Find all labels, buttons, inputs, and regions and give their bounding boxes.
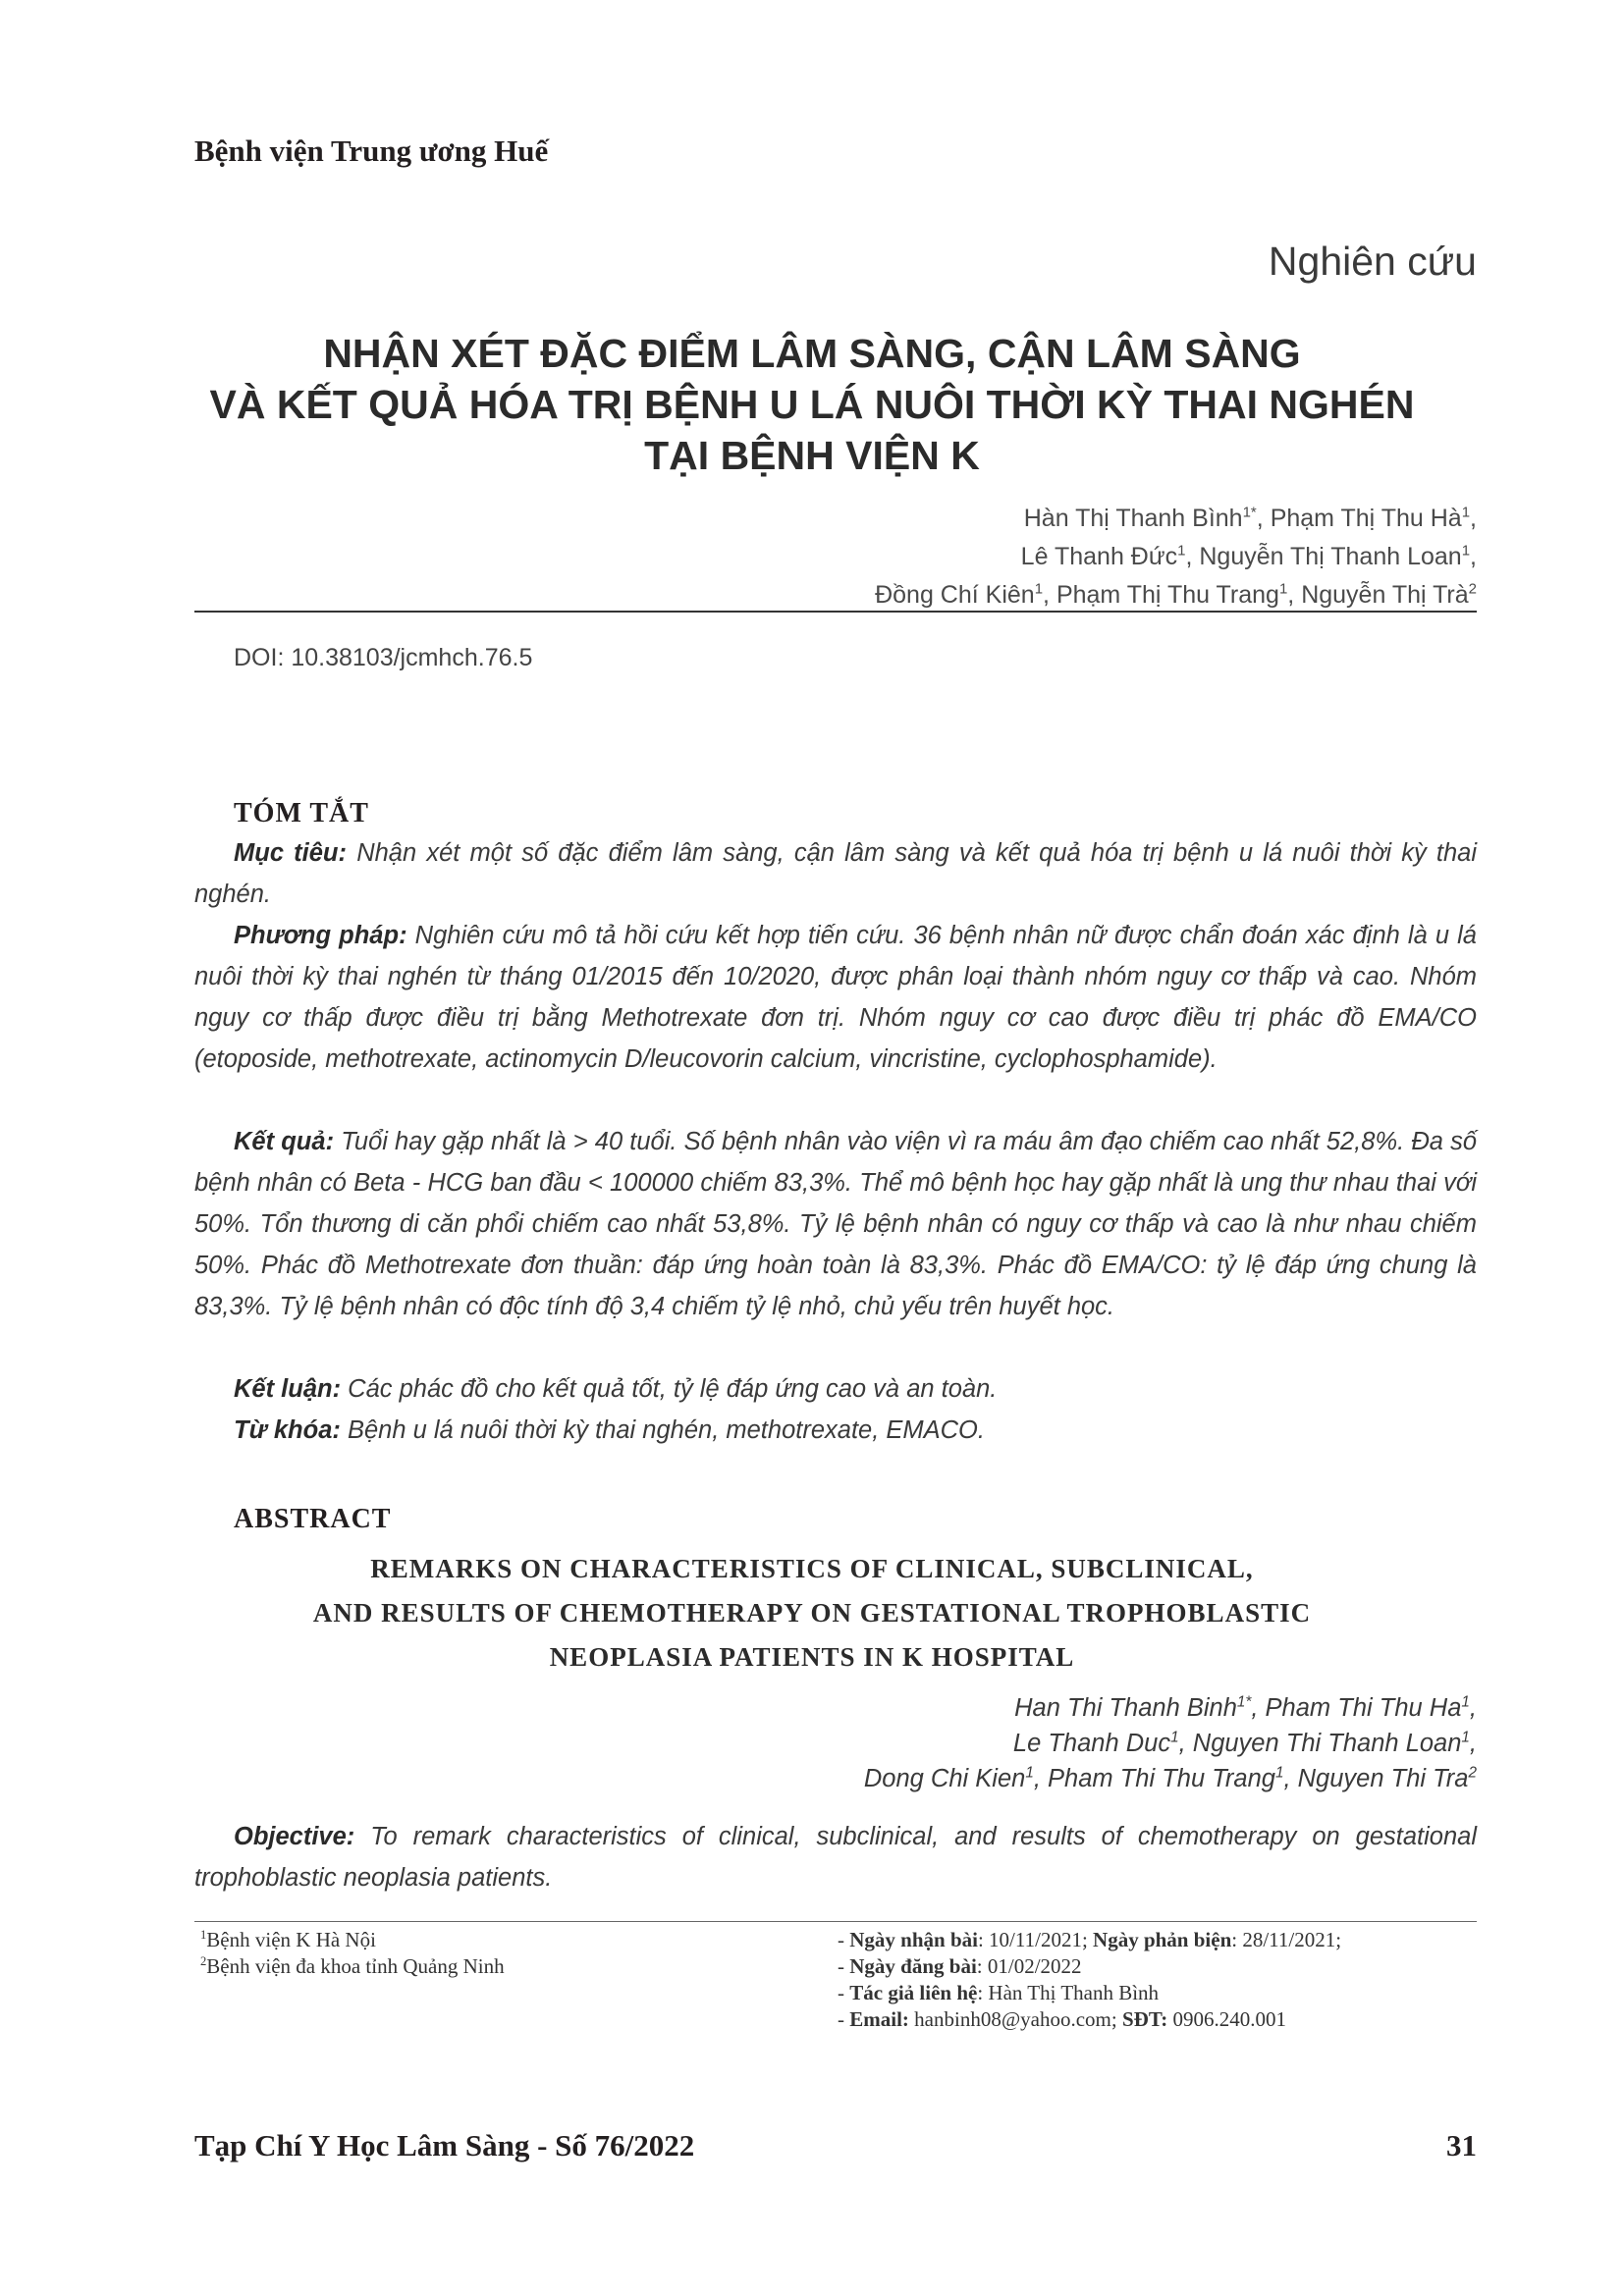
summary-methods [194, 915, 1477, 1080]
summary-conclusion [194, 1368, 1477, 1410]
doi: DOI: 10.38103/jcmhch.76.5 [234, 644, 533, 671]
author-name: Phạm Thị Thu Trang [1056, 581, 1279, 609]
corresponding-value: : Hàn Thị Thanh Bình [977, 1981, 1160, 2004]
author-name: Le Thanh Duc [1012, 1730, 1171, 1757]
authors-vi-line [1021, 543, 1477, 571]
keywords-text: Bệnh u lá nuôi thời kỳ thai nghén, methotrexate, EMACO. [340, 1416, 985, 1444]
received-value: : 10/11/2021; [977, 1928, 1094, 1951]
objective-text: Nhận xét một số đặc điểm lâm sàng, cận lâm sàng và kết quả hóa trị bệnh u lá nuôi thời kỳ thai nghén. [194, 839, 1477, 908]
summary-objective [194, 832, 1477, 915]
page-number: 31 [1446, 2128, 1477, 2163]
title-vi-line: NHẬN XÉT ĐẶC ĐIỂM LÂM SÀNG, CẬN LÂM SÀNG [323, 331, 1301, 376]
affiliation-text: Bệnh viện K Hà Nội [206, 1928, 376, 1951]
review-value: : 28/11/2021; [1231, 1928, 1342, 1951]
author-sep: , [1470, 543, 1477, 570]
author-sep: , [1287, 581, 1302, 609]
published-label: Ngày đăng bài [849, 1954, 977, 1978]
author-sep: , [1185, 543, 1200, 570]
methods-text: Nghiên cứu mô tả hồi cứu kết hợp tiến cứu. 36 bệnh nhân nữ được chẩn đoán xác định là u lá nuôi thời kỳ thai nghén từ tháng 01/2015 đến 10/2020, được phân loại thành nhóm nguy cơ thấp và cao. Nhóm nguy cơ thấp được điều trị bằng Methotrexate đơn trị. Nhóm nguy cơ cao được điều trị phác đồ EMA/CO (etoposide, methotrexate, actinomycin D/leucovorin calcium, vincristine, cyclophosphamide). [194, 922, 1477, 1073]
author-sep: , [1470, 505, 1477, 532]
summary-heading: TÓM TẮT [234, 798, 369, 828]
abstract-heading: ABSTRACT [234, 1504, 392, 1534]
author-sep: , [1251, 1694, 1266, 1722]
author-sep: , [1283, 1765, 1298, 1792]
author-sep: , [1033, 1765, 1048, 1792]
abstract-objective [194, 1816, 1477, 1898]
author-sup: 1 [1461, 1729, 1470, 1746]
author-sup: 1 [1034, 580, 1044, 598]
authors-en-line [1014, 1694, 1477, 1723]
email-label: Email: [849, 2007, 909, 2031]
author-sup: 1* [1242, 504, 1257, 521]
authors-en-line [1013, 1730, 1477, 1758]
meta-received [838, 1928, 1341, 1952]
author-name: Hàn Thị Thanh Bình [1023, 505, 1243, 532]
author-sep: , [1469, 1730, 1477, 1757]
methods-label: Phương pháp: [234, 922, 407, 949]
author-name: Phạm Thị Thu Hà [1270, 505, 1462, 532]
meta-contact [838, 2007, 1286, 2032]
author-sep: , [1469, 1694, 1477, 1722]
author-sup: 2 [1468, 1764, 1477, 1782]
author-sup: 1 [1170, 1729, 1179, 1746]
author-sup: 1* [1236, 1693, 1252, 1711]
abstract-objective-text: To remark characteristics of clinical, subclinical, and results of chemotherapy on gestational trophoblastic neoplasia patients. [194, 1823, 1477, 1892]
summary-keywords [194, 1410, 1477, 1451]
authors-vi-line [875, 581, 1477, 610]
section-label: Nghiên cứu [1268, 239, 1477, 284]
meta-dash: - [838, 1954, 850, 1978]
published-value: : 01/02/2022 [976, 1954, 1082, 1978]
results-label: Kết quả: [234, 1128, 335, 1155]
article-title-en [147, 1547, 1477, 1680]
phone-label: SĐT: [1121, 2007, 1168, 2031]
meta-dash: - [838, 1981, 850, 2004]
author-sup: 1 [1461, 542, 1471, 560]
author-name: Pham Thi Thu Trang [1048, 1765, 1275, 1792]
conclusion-label: Kết luận: [234, 1375, 342, 1403]
title-vi-line: TẠI BỆNH VIỆN K [644, 433, 980, 478]
author-name: Nguyễn Thị Thanh Loan [1199, 543, 1462, 570]
footnote-divider [194, 1921, 1477, 1922]
title-en-line: NEOPLASIA PATIENTS IN K HOSPITAL [549, 1642, 1075, 1672]
meta-dash: - [838, 2007, 850, 2031]
abstract-objective-label: Objective: [234, 1823, 355, 1850]
title-divider [194, 611, 1477, 613]
review-label: Ngày phản biện [1093, 1928, 1232, 1951]
results-text: Tuổi hay gặp nhất là > 40 tuổi. Số bệnh nhân vào viện vì ra máu âm đạo chiếm cao nhất 52,8%. Đa số bệnh nhân có Beta - HCG ban đầu < 100000 chiếm 83,3%. Thể mô bệnh học hay gặp nhất là ung thư nhau thai với 50%. Tổn thương di căn phổi chiếm cao nhất 53,8%. Tỷ lệ bệnh nhân có nguy cơ thấp và cao là như nhau chiếm 50%. Phác đồ Methotrexate đơn thuần: đáp ứng hoàn toàn là 83,3%. Phác đồ EMA/CO: tỷ lệ đáp ứng chung là 83,3%. Tỷ lệ bệnh nhân có độc tính độ 3,4 chiếm tỷ lệ nhỏ, chủ yếu trên huyết học. [194, 1128, 1478, 1320]
author-sep: , [1043, 581, 1056, 609]
keywords-label: Từ khóa: [234, 1416, 341, 1444]
affiliation [200, 1928, 376, 1952]
author-sup: 1 [1278, 580, 1288, 598]
footer-journal: Tạp Chí Y Học Lâm Sàng - Số 76/2022 [194, 2128, 695, 2163]
author-name: Nguyễn Thị Trà [1301, 581, 1469, 609]
author-name: Đồng Chí Kiên [875, 581, 1035, 609]
affiliation-sup: 2 [200, 1954, 207, 1968]
meta-corresponding [838, 1981, 1159, 2005]
objective-label: Mục tiêu: [234, 839, 348, 867]
email-value: hanbinh08@yahoo.com; [908, 2007, 1122, 2031]
authors-en-line [864, 1765, 1477, 1793]
title-en-line: REMARKS ON CHARACTERISTICS OF CLINICAL, SUBCLINICAL, [370, 1554, 1254, 1583]
author-name: Lê Thanh Đức [1020, 543, 1178, 570]
author-sep: , [1178, 1730, 1193, 1757]
author-name: Han Thi Thanh Binh [1014, 1694, 1237, 1722]
phone-value: 0906.240.001 [1167, 2007, 1287, 2031]
article-title-vi [147, 328, 1477, 481]
author-sup: 1 [1461, 1693, 1470, 1711]
author-sup: 1 [1177, 542, 1186, 560]
author-sup: 1 [1461, 504, 1471, 521]
author-sup: 1 [1025, 1764, 1034, 1782]
title-vi-line: VÀ KẾT QUẢ HÓA TRỊ BỆNH U LÁ NUÔI THỜI KỲ THAI NGHÉN [209, 382, 1415, 427]
author-name: Nguyen Thi Tra [1297, 1765, 1469, 1792]
author-sep: , [1256, 505, 1271, 532]
running-header: Bệnh viện Trung ương Huế [194, 133, 549, 168]
affiliation-text: Bệnh viện đa khoa tỉnh Quảng Ninh [206, 1954, 505, 1978]
affiliation [200, 1954, 505, 1979]
meta-dash: - [838, 1928, 850, 1951]
affiliation-sup: 1 [200, 1928, 207, 1942]
title-en-line: AND RESULTS OF CHEMOTHERAPY ON GESTATIONAL TROPHOBLASTIC [312, 1598, 1312, 1628]
conclusion-text: Các phác đồ cho kết quả tốt, tỷ lệ đáp ứng cao và an toàn. [341, 1375, 998, 1403]
author-name: Nguyen Thi Thanh Loan [1192, 1730, 1462, 1757]
summary-results [194, 1121, 1477, 1327]
author-name: Pham Thi Thu Ha [1265, 1694, 1462, 1722]
author-sup: 2 [1468, 580, 1477, 598]
author-sup: 1 [1274, 1764, 1284, 1782]
corresponding-label: Tác giả liên hệ [849, 1981, 978, 2004]
author-name: Dong Chi Kien [863, 1765, 1026, 1792]
meta-published [838, 1954, 1082, 1979]
received-label: Ngày nhận bài [849, 1928, 978, 1951]
authors-vi-line [1024, 505, 1477, 533]
